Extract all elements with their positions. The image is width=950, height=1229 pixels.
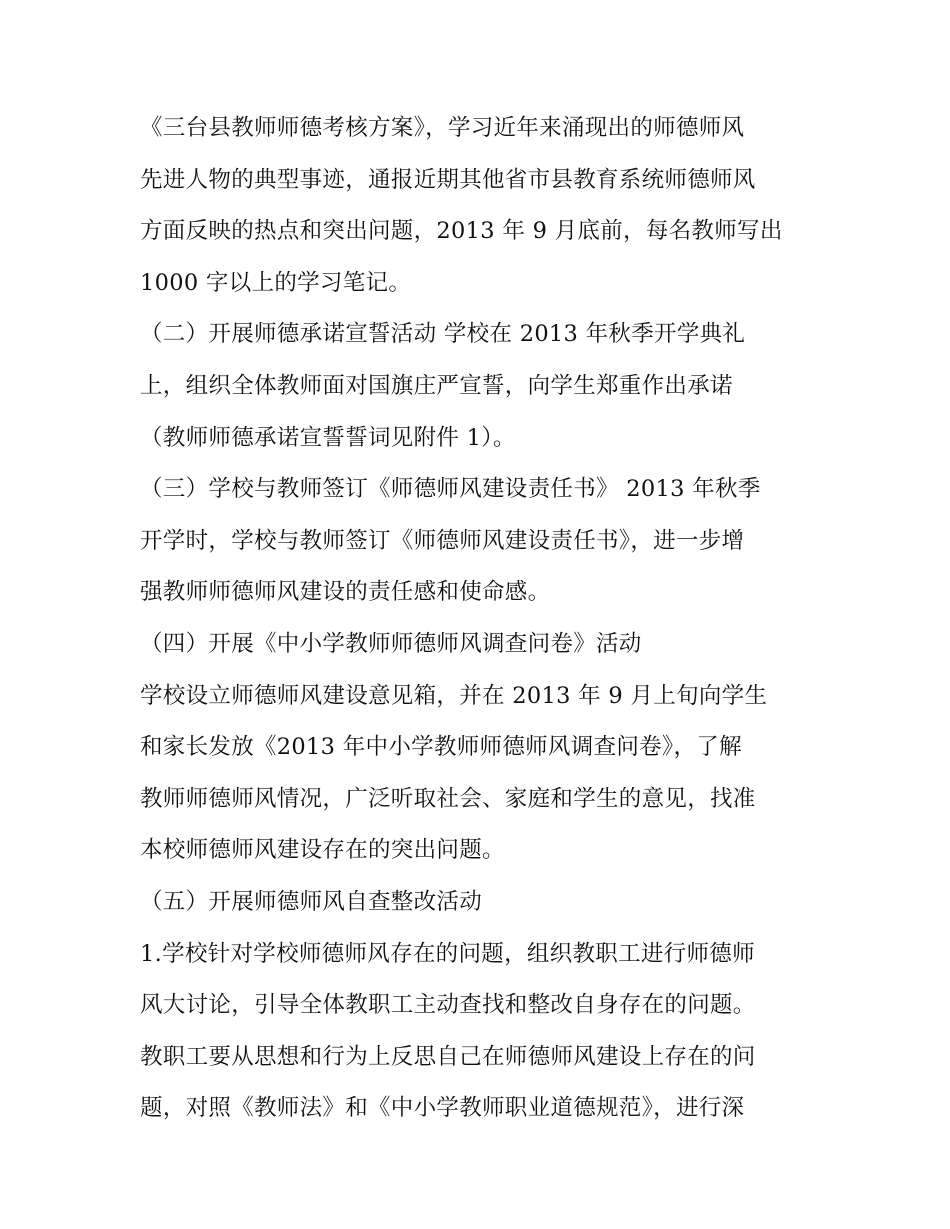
text-line: 先进人物的典型事迹，通报近期其他省市县教育系统师德师风 — [140, 166, 756, 193]
text-line: 和家长发放《2013 年中小学教师师德师风调查问卷》，了解 — [140, 734, 742, 761]
text-line: 方面反映的热点和突出问题，2013 年 9 月底前，每名教师写出 — [140, 218, 783, 245]
text-line: 1000 字以上的学习笔记。 — [140, 269, 412, 296]
section-heading-4: （四）开展《中小学教师师德师风调查问卷》活动 — [140, 630, 642, 657]
text-line: 上，组织全体教师面对国旗庄严宣誓，向学生郑重作出承诺 — [140, 372, 733, 399]
text-line: 风大讨论，引导全体教职工主动查找和整改自身存在的问题。 — [140, 992, 756, 1019]
document-body — [140, 103, 830, 1135]
text-line: 本校师德师风建设存在的突出问题。 — [140, 837, 505, 864]
text-line: 《三台县教师师德考核方案》，学习近年来涌现出的师德师风 — [140, 115, 745, 141]
text-line: 强教师师德师风建设的责任感和使命感。 — [140, 579, 551, 606]
text-line: 学校设立师德师风建设意见箱，并在 2013 年 9 月上旬向学生 — [140, 682, 768, 709]
text-line: 教师师德师风情况，广泛听取社会、家庭和学生的意见，找准 — [140, 785, 756, 812]
text-line: （教师师德承诺宣誓誓词见附件 1）。 — [140, 424, 516, 451]
text-line: 开学时，学校与教师签订《师德师风建设责任书》，进一步增 — [140, 527, 745, 554]
text-line: 题，对照《教师法》和《中小学教师职业道德规范》，进行深 — [140, 1095, 745, 1122]
section-heading-3: （三）学校与教师签订《师德师风建设责任书》 2013 年秋季 — [140, 476, 761, 503]
text-line: 1.学校针对学校师德师风存在的问题，组织教职工进行师德师 — [140, 940, 755, 967]
text-line: 教职工要从思想和行为上反思自己在师德师风建设上存在的问 — [140, 1043, 756, 1070]
section-heading-5: （五）开展师德师风自查整改活动 — [140, 888, 483, 915]
section-heading-2: （二）开展师德承诺宣誓活动 学校在 2013 年秋季开学典礼 — [140, 321, 746, 348]
